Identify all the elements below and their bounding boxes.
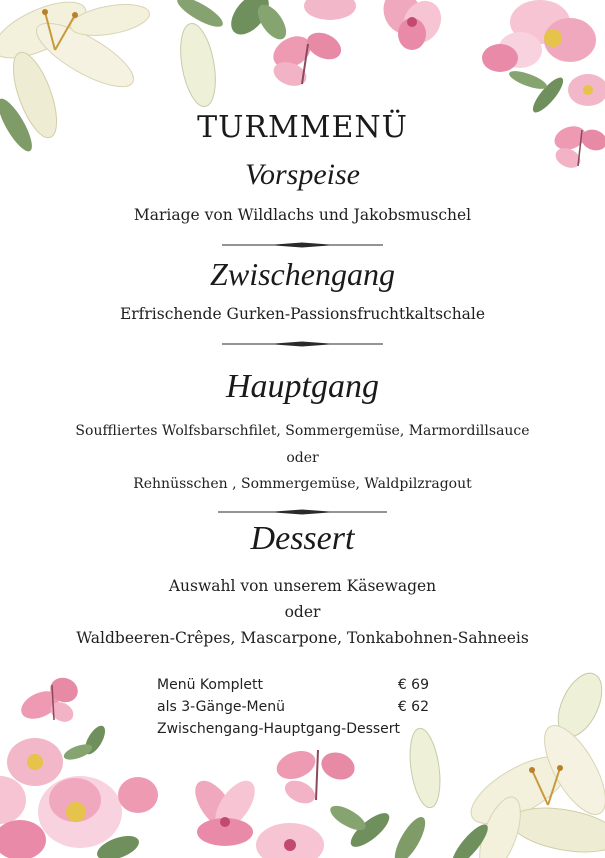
divider-2 xyxy=(0,340,605,348)
section-heading-intermediate: Zwischengang xyxy=(210,256,395,292)
price-amount-three-course: € 62 xyxy=(397,699,429,715)
price-row-three-course xyxy=(157,699,429,719)
leaf-icon xyxy=(224,0,292,44)
lily-bottom-right-icon xyxy=(406,667,605,858)
divider-3 xyxy=(0,508,605,516)
dish-main-or: oder xyxy=(286,450,319,466)
menu-title: TURMMENÜ xyxy=(197,110,408,145)
section-heading-starter: Vorspeise xyxy=(245,158,360,191)
leaves-bottom-icon xyxy=(327,801,431,858)
dish-main-option-1: Souffliertes Wolfsbarschfilet, Sommergemüse, Marmordillsauce xyxy=(75,423,530,439)
price-row-course-list xyxy=(157,721,429,741)
price-row-complete xyxy=(157,677,429,697)
flowers-bottom-left-icon xyxy=(0,723,158,858)
price-label-complete: Menü Komplett xyxy=(157,677,263,693)
price-amount-complete: € 69 xyxy=(397,677,429,693)
price-label-course-list: Zwischengang-Hauptgang-Dessert xyxy=(157,721,401,737)
section-heading-main: Hauptgang xyxy=(226,368,379,405)
divider-1 xyxy=(0,241,605,249)
dish-main-option-2: Rehnüsschen , Sommergemüse, Waldpilzragout xyxy=(133,476,472,492)
butterfly-bottom-center-icon xyxy=(273,746,359,808)
butterfly-bottom-left-icon xyxy=(17,674,81,726)
price-label-three-course: als 3-Gänge-Menü xyxy=(157,699,285,715)
dish-dessert-option-2: Waldbeeren-Crêpes, Mascarpone, Tonkabohnen-Sahneeis xyxy=(76,629,529,647)
dish-dessert-option-1: Auswahl von unserem Käsewagen xyxy=(168,577,437,595)
magnolia-top-right-icon xyxy=(482,0,605,116)
dish-dessert-or: oder xyxy=(284,603,321,621)
lily-bud-icon xyxy=(173,0,226,109)
section-heading-dessert: Dessert xyxy=(250,520,355,557)
dish-starter: Mariage von Wildlachs und Jakobsmuschel xyxy=(133,206,472,224)
dish-intermediate: Erfrischende Gurken-Passionsfruchtkaltschale xyxy=(119,305,486,323)
